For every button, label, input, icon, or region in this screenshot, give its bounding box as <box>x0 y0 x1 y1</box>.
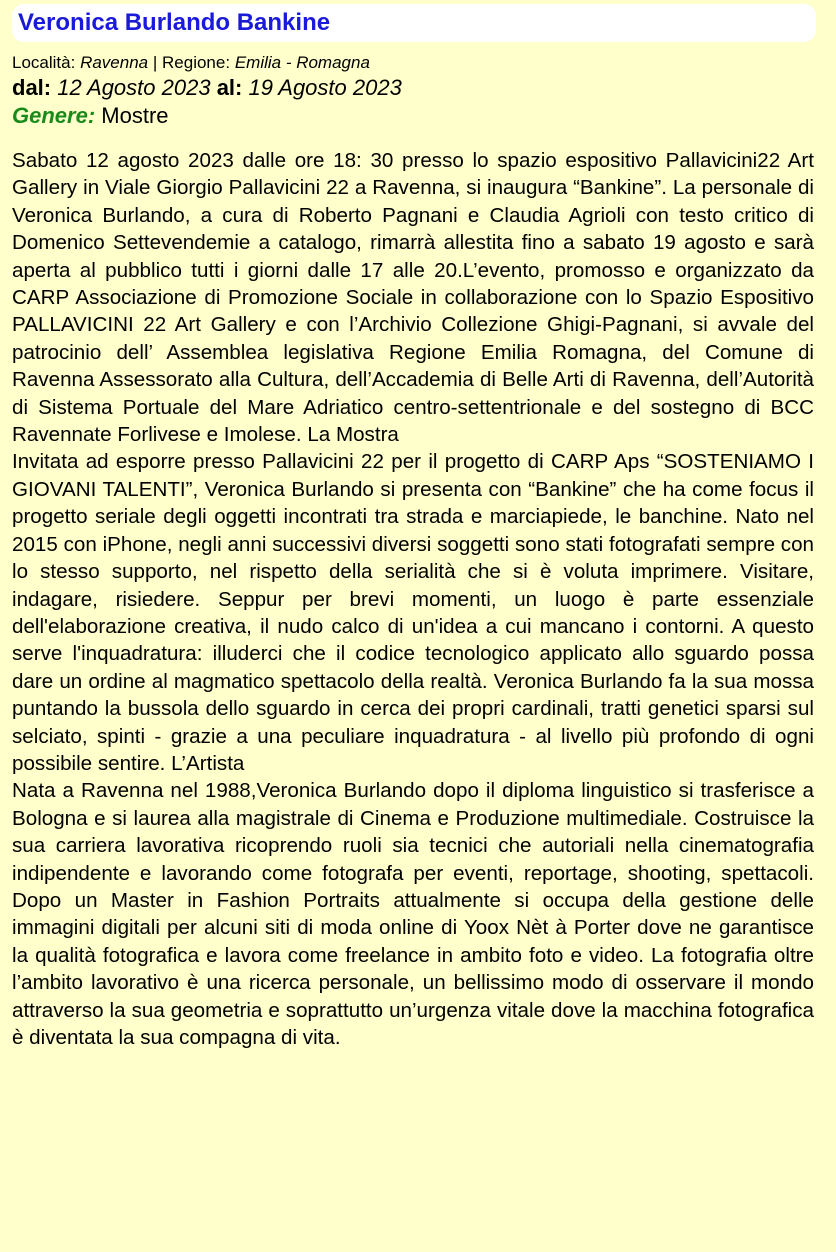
genre-label: Genere: <box>12 103 96 128</box>
genre-line <box>12 102 814 130</box>
description-paragraph-1: Sabato 12 agosto 2023 dalle ore 18: 30 presso lo spazio espositivo Pallavicini22 Art Gallery in Viale Giorgio Pallavicini 22 a Ravenna, si inaugura “Bankine”. La personale di Veronica Burlando, a cura di Roberto Pagnani e Claudia Agrioli con testo critico di Domenico Settevendemie a catalogo, rimarrà allestita fino a sabato 19 agosto e sarà aperta al pubblico tutti i giorni dalle 17 alle 20.L’evento, promosso e organizzato da CARP Associazione di Promozione Sociale in collaborazione con lo Spazio Espositivo PALLAVICINI 22 Art Gallery e con l’Archivio Collezione Ghigi-Pagnani, si avvale del patrocinio dell’ Assemblea legislativa Regione Emilia Romagna, del Comune di Ravenna Assessorato alla Cultura, dell’Accademia di Belle Arti di Ravenna, dell’Autorità di Sistema Portuale del Mare Adriatico centro-settentrionale e del sostegno di BCC Ravennate Forlivese e Imolese. La Mostra <box>12 149 814 447</box>
region-value: Emilia - Romagna <box>234 53 370 72</box>
location-label: Località: <box>12 53 76 72</box>
location-line <box>12 52 814 74</box>
event-description <box>12 147 814 1051</box>
location-value: Ravenna <box>80 53 149 72</box>
from-label: dal: <box>12 75 52 100</box>
description-paragraph-3: Nata a Ravenna nel 1988,Veronica Burlando dopo il diploma linguistico si trasferisce a Bologna e si laurea alla magistrale di Cinema e Produzione multimediale. Costruisce la sua carriera lavorativa ricoprendo ruoli sia tecnici che autoriali nella cinematografia indipendente e lavorando come fotografa per eventi, reportage, shooting, spettacoli. Dopo un Master in Fashion Portraits attualmente si occupa della gestione delle immagini digitali per alcuni siti di moda online di Yoox Nèt à Porter dove ne garantisce la qualità fotografica e lavora come freelance in ambito foto e video. La fotografia oltre l’ambito lavorativo è una ricerca personale, un bellissimo modo di osservare il mondo attraverso la sua geometria e soprattutto un’urgenza vitale dove la macchina fotografica è diventata la sua compagna di vita. <box>12 779 814 1049</box>
title-bar <box>12 4 816 42</box>
description-paragraph-2: Invitata ad esporre presso Pallavicini 22 per il progetto di CARP Aps “SOSTENIAMO I GIOVANI TALENTI”, Veronica Burlando si presenta con “Bankine” che ha come focus il progetto seriale degli oggetti incontrati tra strada e marciapiede, le banchine. Nato nel 2015 con iPhone, negli anni successivi diversi soggetti sono stati fotografati sempre con lo stesso supporto, nel rispetto della serialità che si è voluta imprimere. Visitare, indagare, risiedere. Seppur per brevi momenti, un luogo è parte essenziale dell'elaborazione creativa, il nudo calco di un'idea a cui mancano i contorni. A questo serve l'inquadratura: illuderci che il codice tecnologico applicato allo sguardo possa dare un ordine al magmatico spettacolo della realtà. Veronica Burlando fa la sua mossa puntando la bussola dello sguardo in cerca dei propri cardinali, tratti genetici sparsi sul selciato, spinti - grazie a una peculiare inquadratura - al livello più profondo di ogni possibile sentire. L’Artista <box>12 450 814 775</box>
to-date: 19 Agosto 2023 <box>248 75 402 100</box>
event-title: Veronica Burlando Bankine <box>18 9 331 36</box>
to-label: al: <box>216 75 243 100</box>
meta-separator: | <box>152 53 158 72</box>
date-range <box>12 74 814 102</box>
region-label: Regione: <box>162 53 231 72</box>
from-date: 12 Agosto 2023 <box>57 75 211 100</box>
genre-value: Mostre <box>101 103 169 128</box>
